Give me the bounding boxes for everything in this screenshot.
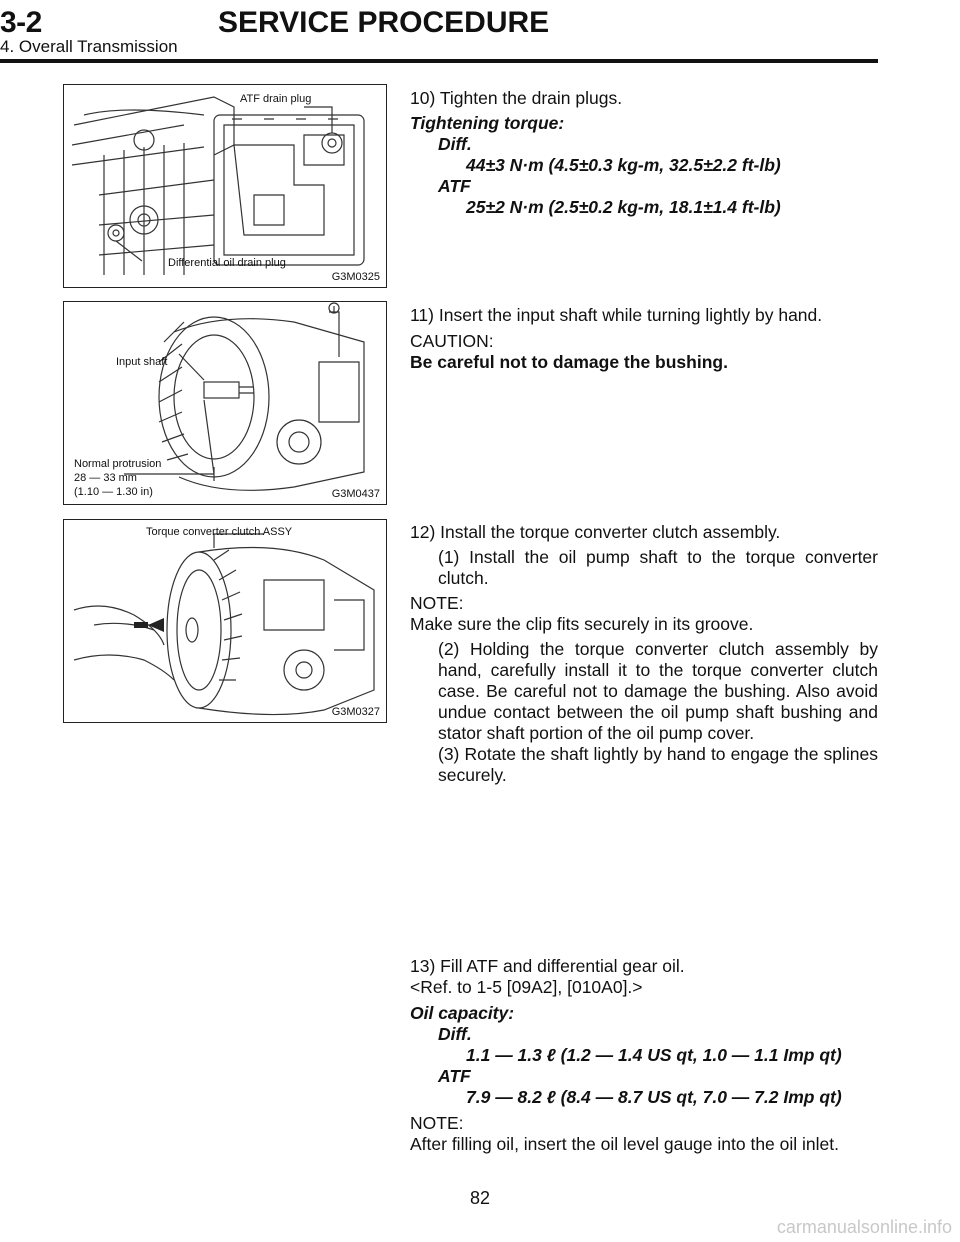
page-number: 82	[469, 1188, 491, 1208]
torque-converter-illustration	[64, 520, 387, 723]
figure-drain-plugs	[63, 84, 387, 288]
note-text: Make sure the clip fits securely in its groove.	[410, 614, 754, 634]
step-12-sub1: (1) Install the oil pump shaft to the torque converter clutch.	[438, 547, 878, 588]
step-10	[410, 88, 878, 218]
tightening-torque-heading: Tightening torque:	[410, 113, 565, 133]
step-13	[410, 956, 878, 1155]
torque-converter-label: Torque converter clutch ASSY	[146, 526, 293, 538]
section-title: SERVICE PROCEDURE	[218, 6, 550, 39]
atf-capacity-value: 7.9 — 8.2 ℓ (8.4 — 8.7 US qt, 7.0 — 7.2 Imp qt)	[466, 1087, 842, 1107]
atf-drain-plug-label: ATF drain plug	[240, 93, 312, 105]
subsection-title: 4. Overall Transmission	[0, 37, 178, 56]
step-13-reference: <Ref. to 1-5 [09A2], [010A0].>	[410, 977, 643, 997]
step-12	[410, 522, 878, 786]
step-12-sub3: (3) Rotate the shaft lightly by hand to engage the splines securely.	[438, 744, 878, 785]
figure-code: G3M0325	[331, 271, 380, 283]
atf-label: ATF	[438, 176, 471, 196]
section-number: 3-2	[0, 6, 42, 39]
step-11	[410, 305, 878, 373]
figure-code: G3M0327	[331, 706, 380, 718]
protrusion-in-label: (1.10 — 1.30 in)	[74, 486, 153, 498]
watermark: carmanualsonline.info	[776, 1217, 952, 1237]
note-label: NOTE:	[410, 593, 464, 613]
step-12-title: 12) Install the torque converter clutch assembly.	[410, 522, 781, 542]
diff-capacity-value: 1.1 — 1.3 ℓ (1.2 — 1.4 US qt, 1.0 — 1.1 Imp qt)	[466, 1045, 842, 1065]
diff-label: Diff.	[438, 1024, 472, 1044]
figure-input-shaft	[63, 301, 387, 505]
input-shaft-label: Input shaft	[116, 356, 168, 368]
protrusion-mm-label: 28 — 33 mm	[74, 472, 137, 484]
caution-text: Be careful not to damage the bushing.	[410, 352, 728, 372]
step-12-sub2: (2) Holding the torque converter clutch assembly by hand, carefully install it to the torque converter clutch case. Be careful not to damage the bushing. Also avoid undue contact between the oil pump shaft bushing and stator shaft portion of the oil pump cover.	[438, 639, 878, 743]
figure-code: G3M0437	[331, 488, 380, 500]
diff-label: Diff.	[438, 134, 472, 154]
step-10-title: 10) Tighten the drain plugs.	[410, 88, 623, 108]
page-header	[0, 6, 960, 62]
differential-drain-plug-label: Differential oil drain plug	[168, 257, 286, 269]
oil-capacity-heading: Oil capacity:	[410, 1003, 515, 1023]
note-label: NOTE:	[410, 1113, 464, 1133]
figure-torque-converter	[63, 519, 387, 723]
normal-protrusion-label: Normal protrusion	[74, 458, 162, 470]
note-text: After filling oil, insert the oil level gauge into the oil inlet.	[410, 1134, 839, 1154]
step-13-title: 13) Fill ATF and differential gear oil.	[410, 956, 685, 976]
atf-label: ATF	[438, 1066, 471, 1086]
step-11-title: 11) Insert the input shaft while turning lightly by hand.	[410, 305, 823, 325]
atf-torque-value: 25±2 N·m (2.5±0.2 kg-m, 18.1±1.4 ft-lb)	[466, 197, 781, 217]
header-rule	[0, 59, 878, 63]
caution-label: CAUTION:	[410, 331, 494, 351]
diff-torque-value: 44±3 N·m (4.5±0.3 kg-m, 32.5±2.2 ft-lb)	[466, 155, 781, 175]
